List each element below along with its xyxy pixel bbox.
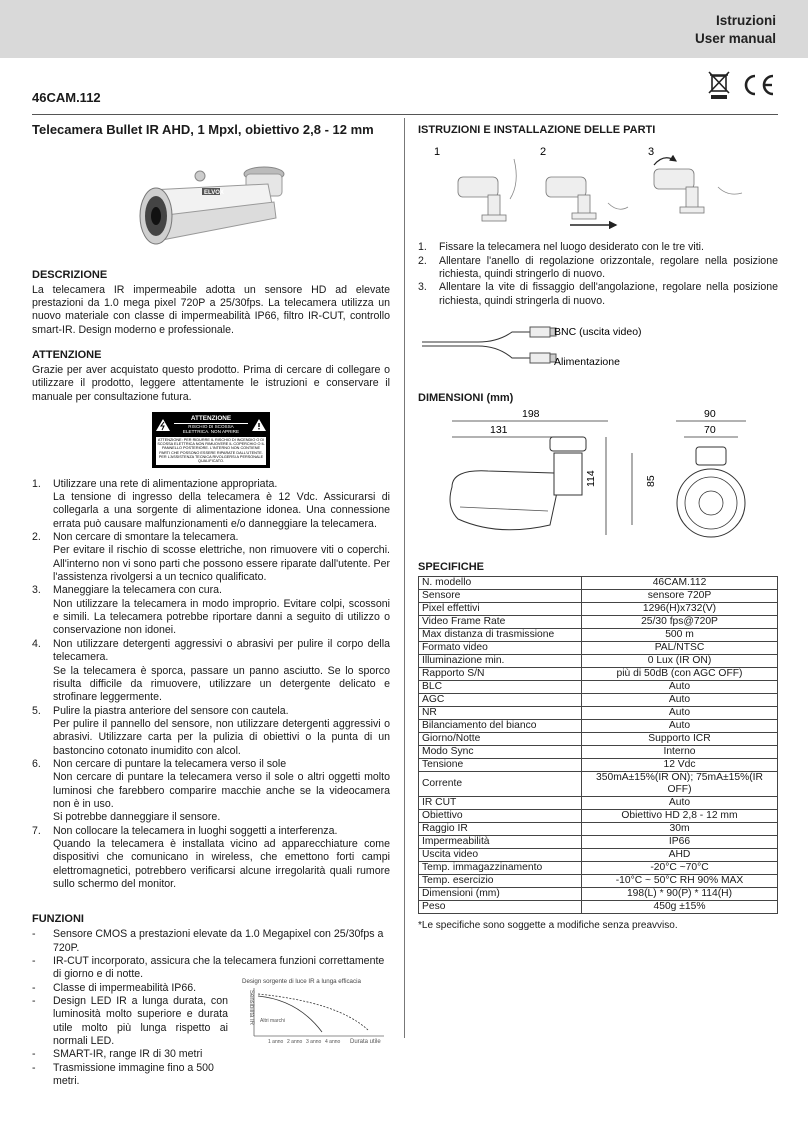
spec-row <box>419 707 778 720</box>
install-step: 3. Allentare la vite di fissaggio dell'angolazione, regolare nella posizione richiesta, quindi stringerla di nuovo. <box>418 281 778 307</box>
dim-length-body: 131 <box>490 424 508 437</box>
ce-mark-icon <box>740 72 776 98</box>
led-lifetime-chart <box>238 974 388 1048</box>
dim-length-total: 198 <box>522 408 540 421</box>
funzione-item: - Sensore CMOS a prestazioni elevate da 1.0 Megapixel con 25/30fps a 720P. <box>32 928 384 954</box>
warning-label <box>152 412 270 468</box>
precaution-item: 7. Non collocare la telecamera in luoghi soggetti a interferenza. Quando la telecamera è installata vicino ad apparecchiature come dispositivi che comunicano in wireless, che emettono forti campi elettromagnetici, potrebbero verificarsi alcune irregolarità quali rumore sullo schermo del monitor. <box>32 824 390 890</box>
header-title-it: Istruzioni <box>716 13 776 28</box>
spec-value: 450g ±15% <box>582 901 778 914</box>
dimensions-title: DIMENSIONI (mm) <box>418 392 514 405</box>
led-chart-xlabel: Durata utile <box>350 1039 381 1045</box>
spec-row <box>419 603 778 616</box>
header-band <box>0 0 808 58</box>
led-chart-tick: 4 anno <box>325 1039 341 1045</box>
compliance-symbols <box>708 70 776 100</box>
install-step: 1. Fissare la telecamera nel luogo desiderato con le tre viti. <box>418 241 704 254</box>
funzione-item: - Classe di impermeabilità IP66. <box>32 981 197 994</box>
precaution-item: 2. Non cercare di smontare la telecamera. Per evitare il rischio di scosse elettriche, non rimuovere viti o coperchi. All'interno non vi sono parti che possono essere riparate dall'utente. Per l'assistenza rivolgersi a un tecnico qualificato. <box>32 531 390 584</box>
spec-value: 30m <box>582 823 778 836</box>
caution-icon <box>252 419 266 431</box>
dim-height-body: 85 <box>645 475 657 488</box>
spec-key: Peso <box>419 901 582 914</box>
spec-key: Rapporto S/N <box>419 668 582 681</box>
weee-bin-icon <box>708 70 730 100</box>
descrizione-text: La telecamera IR impermeabile adotta un sensore HD ad elevate prestazioni da 1.0 mega pixel 720P a 25/30fps. La telecamera utilizza un nuovo materiale con classe di impermeabilità IP66, filtro IR-CUT, controllo smart-IR. Design moderno e professionale. <box>32 283 390 336</box>
spec-row <box>419 888 778 901</box>
precaution-item: 6. Non cercare di puntare la telecamera verso il sole Non cercare di puntare la telecamera verso il sole o altri oggetti molto luminosi che farebbero comparire macchie anche se la videocamera non è in uso. Si potrebbe danneggiare il sensore. <box>32 757 390 824</box>
led-chart-legend: Altri marchi <box>260 1018 286 1024</box>
install-title: ISTRUZIONI E INSTALLAZIONE DELLE PARTI <box>418 124 656 136</box>
spec-key: IR CUT <box>419 797 582 810</box>
spec-key: Illuminazione min. <box>419 655 582 668</box>
spec-row <box>419 797 778 810</box>
spec-value: IP66 <box>582 836 778 849</box>
warning-heading: ATTENZIONE <box>174 415 248 424</box>
column-divider <box>404 118 405 1038</box>
dim-height-total: 114 <box>585 470 597 488</box>
spec-row <box>419 694 778 707</box>
spec-value: 46CAM.112 <box>582 577 778 590</box>
funzione-item: - SMART-IR, range IR di 30 metri <box>32 1048 203 1061</box>
spec-key: BLC <box>419 681 582 694</box>
install-step-label: 1 <box>434 145 441 158</box>
funzione-item: - IR-CUT incorporato, assicura che la telecamera funzioni correttamente di giorno e di notte. <box>32 954 385 981</box>
cable-power-label: Alimentazione <box>554 355 620 368</box>
spec-key: NR <box>419 707 582 720</box>
spec-value: 500 m <box>582 629 778 642</box>
spec-row <box>419 590 778 603</box>
spec-key: Corrente <box>419 772 582 797</box>
spec-value: -10°C ~ 50°C RH 90% MAX <box>582 875 778 888</box>
descrizione-title: DESCRIZIONE <box>32 268 108 281</box>
spec-table <box>418 576 778 914</box>
header-title-en: User manual <box>694 31 776 46</box>
spec-row <box>419 836 778 849</box>
install-step-label: 3 <box>648 145 655 158</box>
install-step-label: 2 <box>540 145 547 158</box>
funzioni-title: FUNZIONI <box>32 913 84 926</box>
precaution-item: 1. Utilizzare una rete di alimentazione appropriata. La tensione di ingresso della telecamera è 12 Vdc. Assicurarsi di collegarla a una sorgente di alimentazione idonea. Una connessione errata può causare malfunzionamenti e/o danneggiare la telecamera. <box>32 477 390 530</box>
spec-value: 25/30 fps@720P <box>582 616 778 629</box>
spec-row <box>419 875 778 888</box>
spec-row <box>419 655 778 668</box>
camera-photo <box>32 144 390 256</box>
spec-row <box>419 577 778 590</box>
funzione-item: - Design LED IR a lunga durata, con luminosità molto superiore e durata utile molto più lunga rispetto ai normali LED. <box>32 994 228 1047</box>
spec-value: AHD <box>582 849 778 862</box>
header-rule <box>32 114 778 115</box>
spec-row <box>419 862 778 875</box>
warning-body: ATTENZIONE: PER RIDURRE IL RISCHIO DI INCENDIO O DI SCOSSA ELETTRICA NON RIMUOVERE IL COPERCHIO O IL PANNELLO POSTERIORE. L'INTERNO NON CONTIENE PARTI CHE POSSONO ESSERE RIPARATE DALL'UTENTE. PER L'ASSISTENZA TECNICA RIVOLGERSI A PERSONALE QUALIFICATO. <box>157 437 265 464</box>
spec-row <box>419 759 778 772</box>
led-chart-title: Design sorgente di luce IR a lunga efficacia <box>242 978 361 985</box>
cable-bnc-label: BNC (uscita video) <box>554 325 642 338</box>
spec-key: N. modello <box>419 577 582 590</box>
precaution-item: 5. Pulire la piastra anteriore del sensore con cautela. Per pulire il pannello del sensore, non utilizzare detergenti aggressivi o abrasivi. Utilizzare carta per la pulizia di obiettivi o la punta di un bastoncino cotonato inumidito con alcol. <box>32 704 390 757</box>
spec-row <box>419 668 778 681</box>
spec-key: Temp. immagazzinamento <box>419 862 582 875</box>
spec-key: Impermeabilità <box>419 836 582 849</box>
spec-value: Auto <box>582 797 778 810</box>
spec-row <box>419 810 778 823</box>
spec-key: Max distanza di trasmissione <box>419 629 582 642</box>
spec-value: Auto <box>582 707 778 720</box>
model-code: 46CAM.112 <box>32 90 101 105</box>
warning-sub2: ELETTRICA. NON APRIRE <box>182 429 240 435</box>
dim-width-total: 90 <box>704 408 716 421</box>
spec-key: AGC <box>419 694 582 707</box>
spec-key: Formato video <box>419 642 582 655</box>
precautions-list <box>32 478 390 892</box>
install-step: 2. Allentare l'anello di regolazione orizzontale, regolare nella posizione richiesta, quindi stringerlo di nuovo. <box>418 254 778 280</box>
spec-value: più di 50dB (con AGC OFF) <box>582 668 778 681</box>
spec-row <box>419 849 778 862</box>
spec-key: Uscita video <box>419 849 582 862</box>
spec-value: 0 Lux (IR ON) <box>582 655 778 668</box>
dimensions-drawing <box>418 407 778 557</box>
spec-key: Obiettivo <box>419 810 582 823</box>
funzione-item: - Trasmissione immagine fino a 500 metri. <box>32 1061 214 1087</box>
spec-value: Interno <box>582 746 778 759</box>
dim-width-body: 70 <box>704 424 716 437</box>
spec-key: Modo Sync <box>419 746 582 759</box>
warning-sub1: RISCHIO DI SCOSSA <box>188 423 234 429</box>
spec-row <box>419 720 778 733</box>
spec-row <box>419 746 778 759</box>
led-chart-tick: 2 anno <box>287 1039 303 1045</box>
spec-key: Sensore <box>419 590 582 603</box>
spec-value: PAL/NTSC <box>582 642 778 655</box>
spec-value: Auto <box>582 681 778 694</box>
spec-key: Temp. esercizio <box>419 875 582 888</box>
spec-key: Video Frame Rate <box>419 616 582 629</box>
led-chart-tick: 3 anno <box>306 1039 322 1045</box>
spec-key: Bilanciamento del bianco <box>419 720 582 733</box>
led-chart-ylabel: Sensibilità IR <box>248 990 254 1026</box>
spec-value: Auto <box>582 720 778 733</box>
spec-key: Dimensioni (mm) <box>419 888 582 901</box>
spec-key: Pixel effettivi <box>419 603 582 616</box>
precaution-item: 4. Non utilizzare detergenti aggressivi o abrasivi per pulire il corpo della telecamera. Se la telecamera è sporca, passare un panno asciutto. Se lo sporco risulta difficile da rimuovere, utilizzare un detergente delicato e strofinare leggermente. <box>32 637 390 704</box>
attenzione-text: Grazie per aver acquistato questo prodotto. Prima di cercare di collegare o utilizzare il prodotto, leggere attentamente le istruzioni e conservare il manuale per consultazione futura. <box>32 363 390 403</box>
spec-row <box>419 733 778 746</box>
spec-value: Auto <box>582 694 778 707</box>
spec-value: -20°C ~70°C <box>582 862 778 875</box>
shock-warning-icon <box>156 419 170 431</box>
spec-value: 12 Vdc <box>582 759 778 772</box>
led-chart-tick: 1 anno <box>268 1039 284 1045</box>
spec-value: Obiettivo HD 2,8 - 12 mm <box>582 810 778 823</box>
spec-value: 350mA±15%(IR ON); 75mA±15%(IR OFF) <box>582 772 778 797</box>
spec-footnote: *Le specifiche sono soggette a modifiche senza preavviso. <box>418 920 678 932</box>
spec-key: Giorno/Notte <box>419 733 582 746</box>
attenzione-title: ATTENZIONE <box>32 348 102 361</box>
install-steps-list <box>418 241 778 308</box>
cable-diagram <box>418 318 778 384</box>
spec-key: Raggio IR <box>419 823 582 836</box>
precaution-item: 3. Maneggiare la telecamera con cura. Non utilizzare la telecamera in modo improprio. Evitare colpi, scossoni e simili. La telecamera potrebbe riportare danni a seguito di utilizzo o conservazione non idonei. <box>32 584 390 637</box>
spec-key: Tensione <box>419 759 582 772</box>
spec-value: 198(L) * 90(P) * 114(H) <box>582 888 778 901</box>
spec-row <box>419 772 778 797</box>
spec-row <box>419 823 778 836</box>
spec-value: Supporto ICR <box>582 733 778 746</box>
spec-row <box>419 629 778 642</box>
right-column <box>418 122 778 933</box>
spec-row <box>419 901 778 914</box>
install-diagram <box>418 139 778 229</box>
product-title: Telecamera Bullet IR AHD, 1 Mpxl, obiettivo 2,8 - 12 mm <box>32 122 374 137</box>
spec-row <box>419 681 778 694</box>
spec-row <box>419 642 778 655</box>
spec-value: sensore 720P <box>582 590 778 603</box>
spec-value: 1296(H)x732(V) <box>582 603 778 616</box>
camera-brand: ELVOX <box>204 190 224 197</box>
left-column <box>32 122 390 1088</box>
spec-row <box>419 616 778 629</box>
specifiche-title: SPECIFICHE <box>418 561 485 574</box>
